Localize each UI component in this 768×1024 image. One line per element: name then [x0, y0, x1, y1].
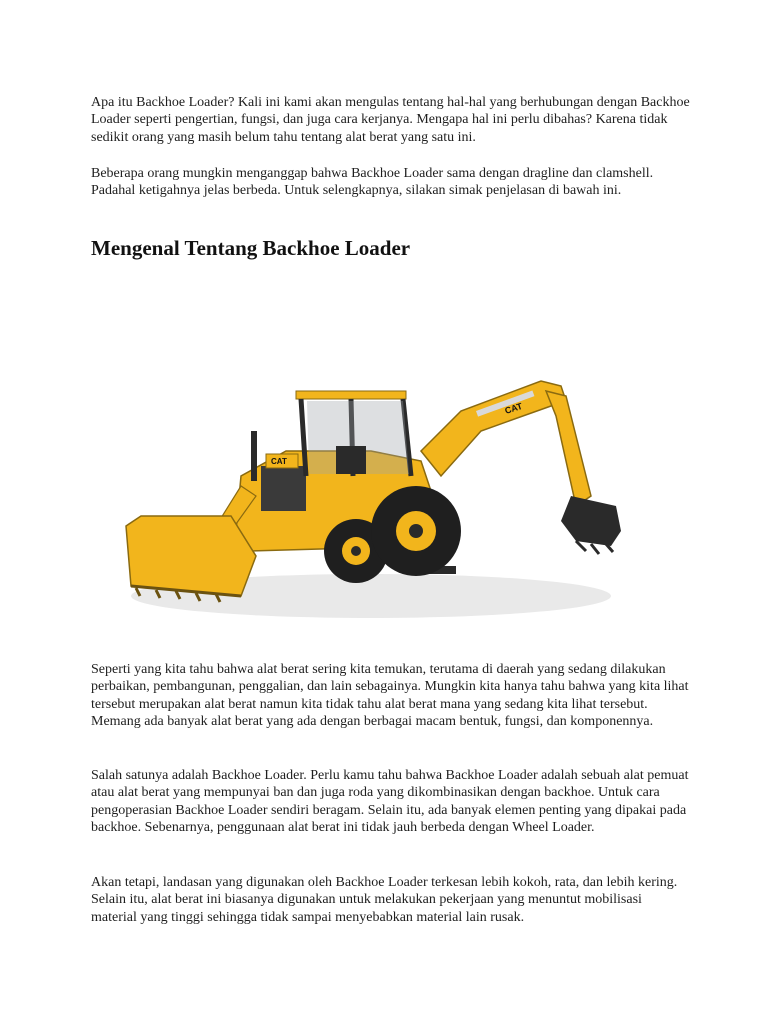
backhoe-loader-illustration — [121, 356, 641, 641]
front-loader — [126, 486, 256, 602]
hood-brand-label: CAT — [271, 457, 287, 466]
intro-paragraph: Apa itu Backhoe Loader? Kali ini kami akan mengulas tentang hal-hal yang berhubungan dengan Backhoe Loader seperti pengertian, fungsi, dan juga cara kerjanya. Mengapa hal ini perlu dibahas? Karena tidak sedikit orang yang masih belum tahu tentang alat berat yang satu ini. — [91, 95, 690, 145]
comparison-paragraph: Beberapa orang mungkin menganggap bahwa Backhoe Loader sama dengan dragline dan clamshell. Padahal ketigahnya jelas berbeda. Untuk selengkapnya, silakan simak penjelasan di bawah ini. — [91, 166, 654, 199]
loader-bucket — [126, 516, 256, 596]
usage-paragraph: Akan tetapi, landasan yang digunakan oleh Backhoe Loader terkesan lebih kokoh, rata, dan lebih kering. Selain itu, alat berat ini biasanya digunakan untuk melakukan pekerjaan yang menuntut mobilisasi material yang tinggi sehingga tidak sampai menyebabkan material lain rusak. — [91, 875, 678, 925]
exhaust-pipe — [251, 431, 257, 481]
operator-cab — [296, 391, 411, 476]
heavy-equipment-paragraph: Seperti yang kita tahu bahwa alat berat sering kita temukan, terutama di daerah yang sedang dilakukan perbaikan, pembangunan, penggalian, dan lain sebagainya. Mungkin kita hanya tahu bahwa yang kita lihat tersebut merupakan alat berat namun kita tidak tahu alat berat mana yang sedang kita lihat tersebut. Memang ada banyak alat berat yang ada dengan berbagai macam bentuk, fungsi, dan komponennya. — [91, 662, 689, 729]
engine-grille — [261, 466, 306, 511]
arm-brand-label: CAT — [503, 400, 524, 416]
definition-paragraph: Salah satunya adalah Backhoe Loader. Perlu kamu tahu bahwa Backhoe Loader adalah sebuah alat pemuat atau alat berat yang mempunyai ban dan juga roda yang dikombinasikan dengan backhoe. Untuk cara pengoperasian Backhoe Loader sendiri beragam. Selain itu, ada banyak elemen penting yang dipakai pada backhoe. Sebenarnya, penggunaan alat berat ini tidak jauh berbeda dengan Wheel Loader. — [91, 768, 689, 835]
backhoe-loader-image — [121, 356, 641, 641]
section-heading: Mengenal Tentang Backhoe Loader — [91, 236, 411, 260]
